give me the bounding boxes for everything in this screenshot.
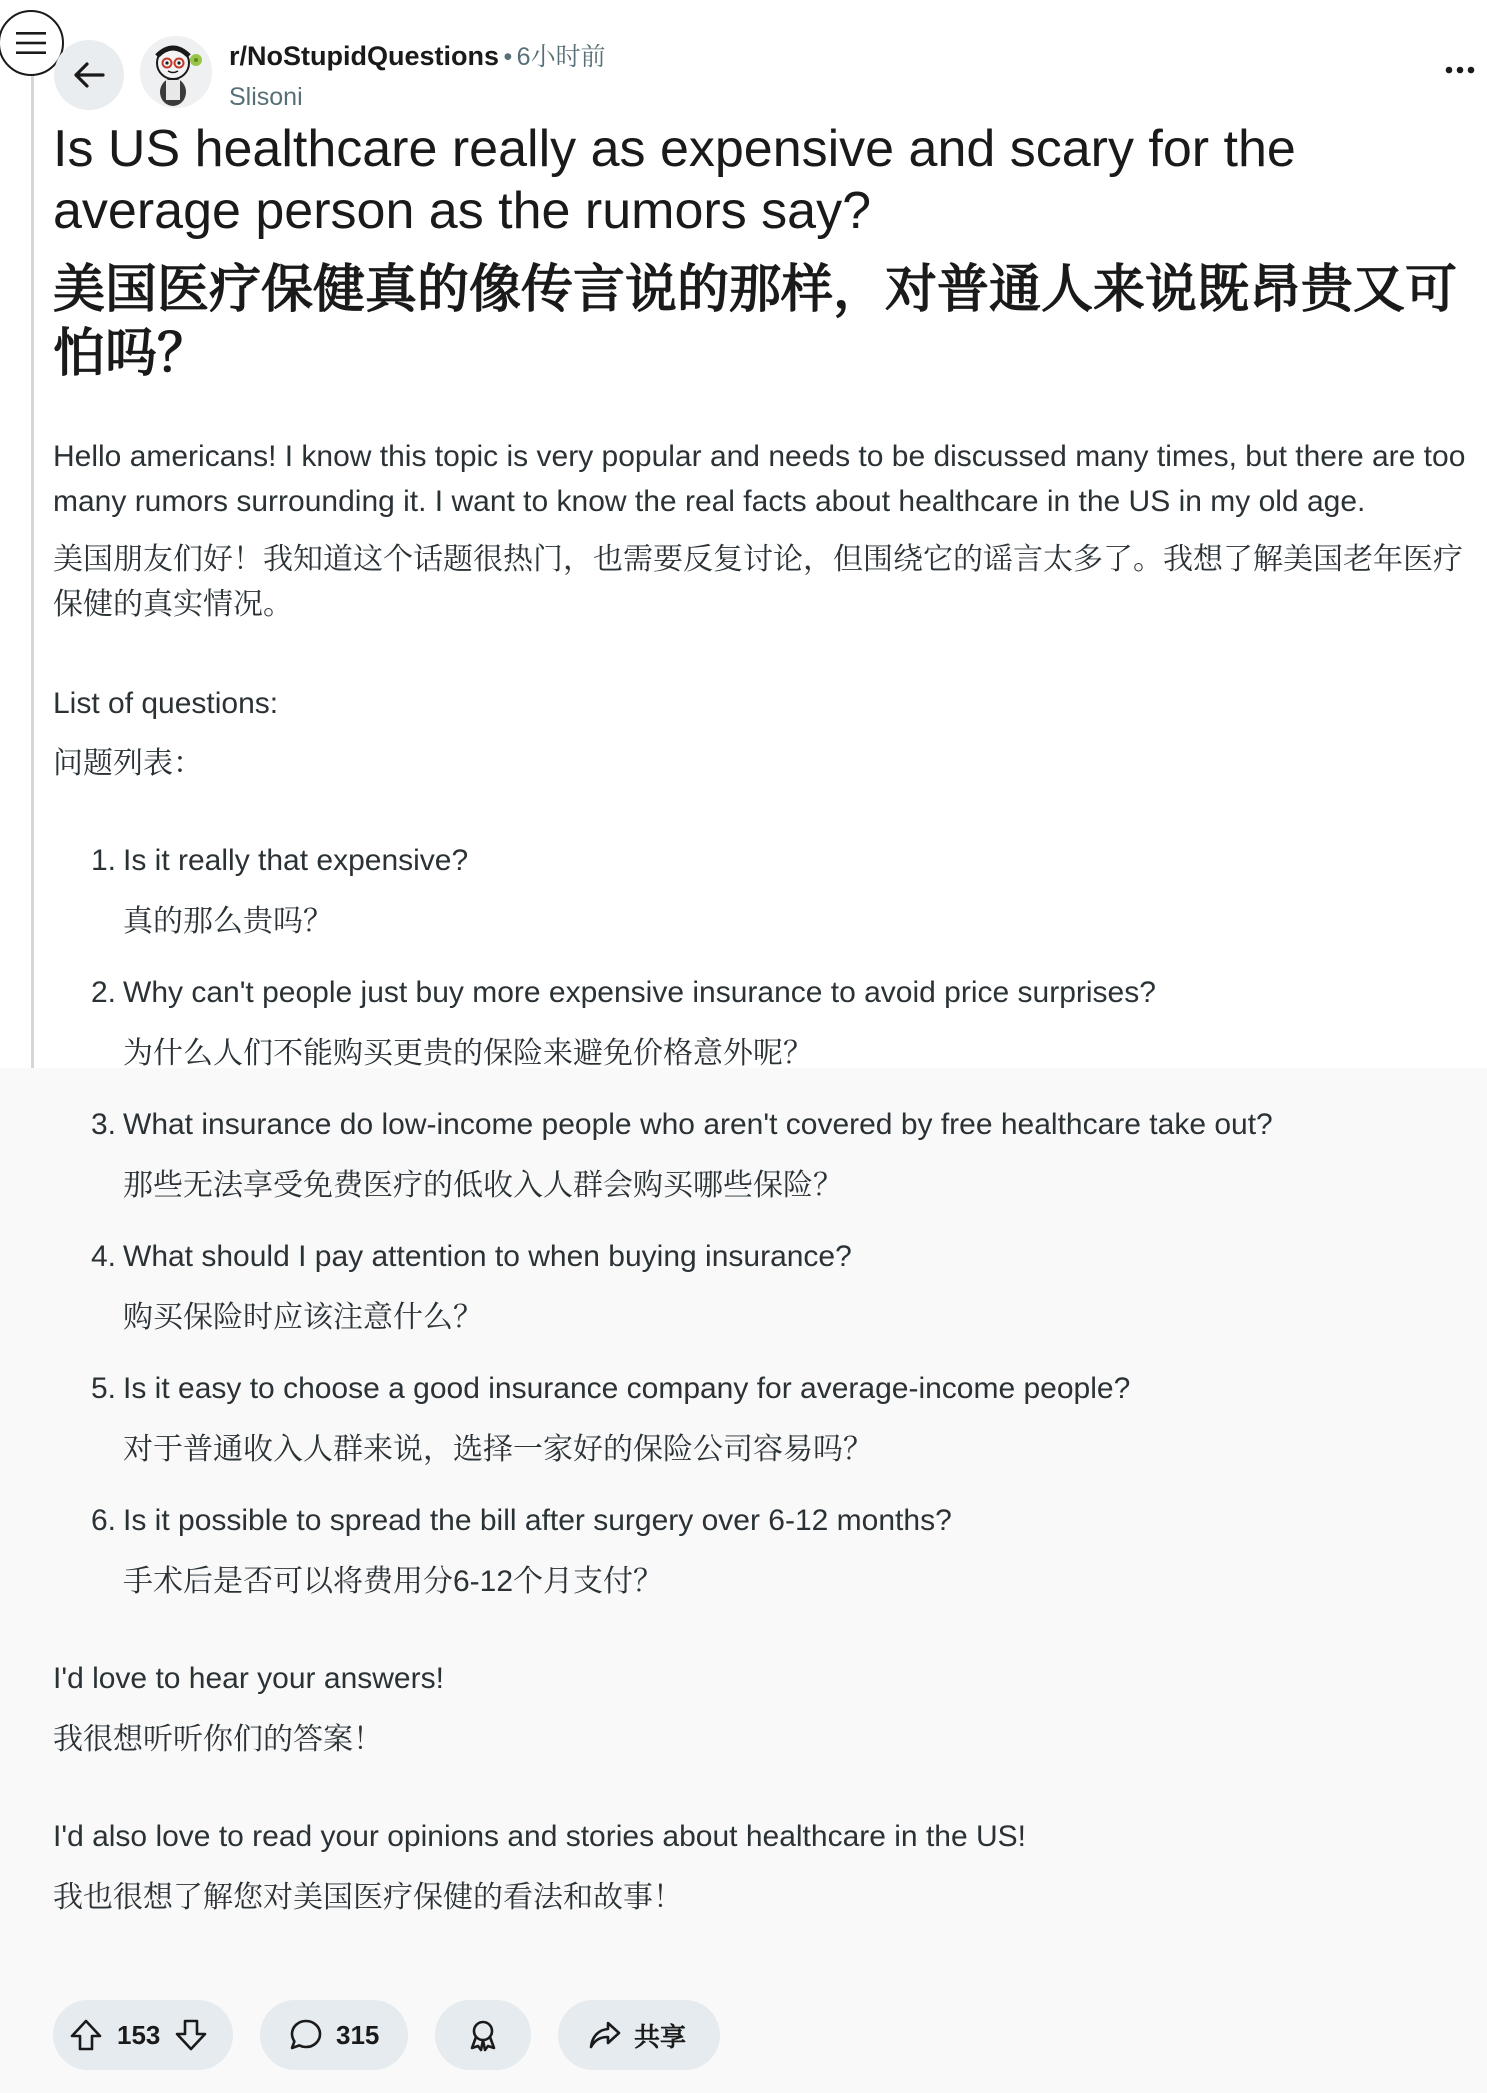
question-translation: 手术后是否可以将费用分6-12个月支付？ (123, 1565, 664, 1598)
award-icon (465, 2017, 501, 2053)
closing-text-translation: 我很想听听你们的答案！ (53, 1723, 383, 1756)
arrow-down-icon[interactable] (174, 2018, 208, 2052)
author-avatar[interactable] (140, 36, 212, 108)
post-intro-translation: 美国朋友们好！我知道这个话题很热门，也需要反复讨论，但围绕它的谣言太多了。我想了解美国老年医疗保健的真实情况。 (53, 543, 1463, 621)
share-button[interactable] (558, 2000, 720, 2070)
author-username[interactable]: Slisoni (229, 83, 303, 111)
post-time: 6小时前 (516, 43, 606, 71)
question-number: 6. (91, 1504, 117, 1537)
more-horizontal-icon (1445, 66, 1475, 74)
comment-count: 315 (336, 2019, 380, 2050)
list-heading: List of questions: (53, 687, 279, 720)
question-number: 2. (91, 976, 117, 1009)
post-title-translation: 美国医疗保健真的像传言说的那样，对普通人来说既昂贵又可怕吗？ (53, 261, 1458, 383)
arrow-left-icon (73, 61, 105, 89)
share-arrow-icon (588, 2018, 622, 2052)
post-intro: Hello americans! I know this topic is very popular and needs to be discussed many times, but there are too many rumors surrounding it. I want to know the real facts about healthcare in the US in my old age. (53, 440, 1466, 518)
thread-rail (31, 60, 34, 1068)
subreddit-link[interactable]: r/NoStupidQuestions (229, 41, 499, 71)
closing-text: I'd also love to read your opinions and stories about healthcare in the US! (53, 1820, 1026, 1853)
question-translation: 真的那么贵吗？ (123, 905, 333, 938)
question-number: 1. (91, 844, 117, 877)
question-text: Is it really that expensive? (123, 844, 469, 877)
upvote-count: 153 (117, 2019, 161, 2050)
question-translation: 购买保险时应该注意什么？ (123, 1301, 483, 1334)
question-text: Is it easy to choose a good insurance company for average-income people? (123, 1372, 1131, 1405)
vote-bar (53, 2000, 233, 2070)
share-label: 共享 (634, 2021, 687, 2052)
post-meta (229, 38, 606, 115)
arrow-up-icon[interactable] (69, 2018, 103, 2052)
question-translation: 对于普通收入人群来说，选择一家好的保险公司容易吗？ (123, 1433, 873, 1466)
hamburger-menu-icon (16, 31, 46, 55)
speech-bubble-icon (288, 2017, 324, 2053)
question-translation: 那些无法享受免费医疗的低收入人群会购买哪些保险？ (123, 1169, 843, 1202)
back-button[interactable] (54, 40, 124, 110)
closing-text-translation: 我也很想了解您对美国医疗保健的看法和故事！ (53, 1881, 683, 1914)
more-options-button[interactable] (1440, 56, 1480, 84)
question-number: 3. (91, 1108, 117, 1141)
list-heading-translation: 问题列表： (53, 747, 203, 780)
question-translation: 为什么人们不能购买更贵的保险来避免价格意外呢？ (123, 1037, 813, 1070)
award-button[interactable] (435, 2000, 531, 2070)
avatar-image (140, 36, 212, 108)
question-number: 5. (91, 1372, 117, 1405)
question-text: Why can't people just buy more expensive insurance to avoid price surprises? (123, 976, 1156, 1009)
closing-text: I'd love to hear your answers! (53, 1662, 444, 1695)
question-text: What should I pay attention to when buying insurance? (123, 1240, 852, 1273)
meta-separator: • (503, 43, 513, 71)
question-text: Is it possible to spread the bill after surgery over 6-12 months? (123, 1504, 952, 1537)
question-number: 4. (91, 1240, 117, 1273)
question-text: What insurance do low-income people who aren't covered by free healthcare take out? (123, 1108, 1273, 1141)
comments-button[interactable] (260, 2000, 408, 2070)
post-title: Is US healthcare really as expensive and scary for the average person as the rumors say? (53, 120, 1296, 240)
